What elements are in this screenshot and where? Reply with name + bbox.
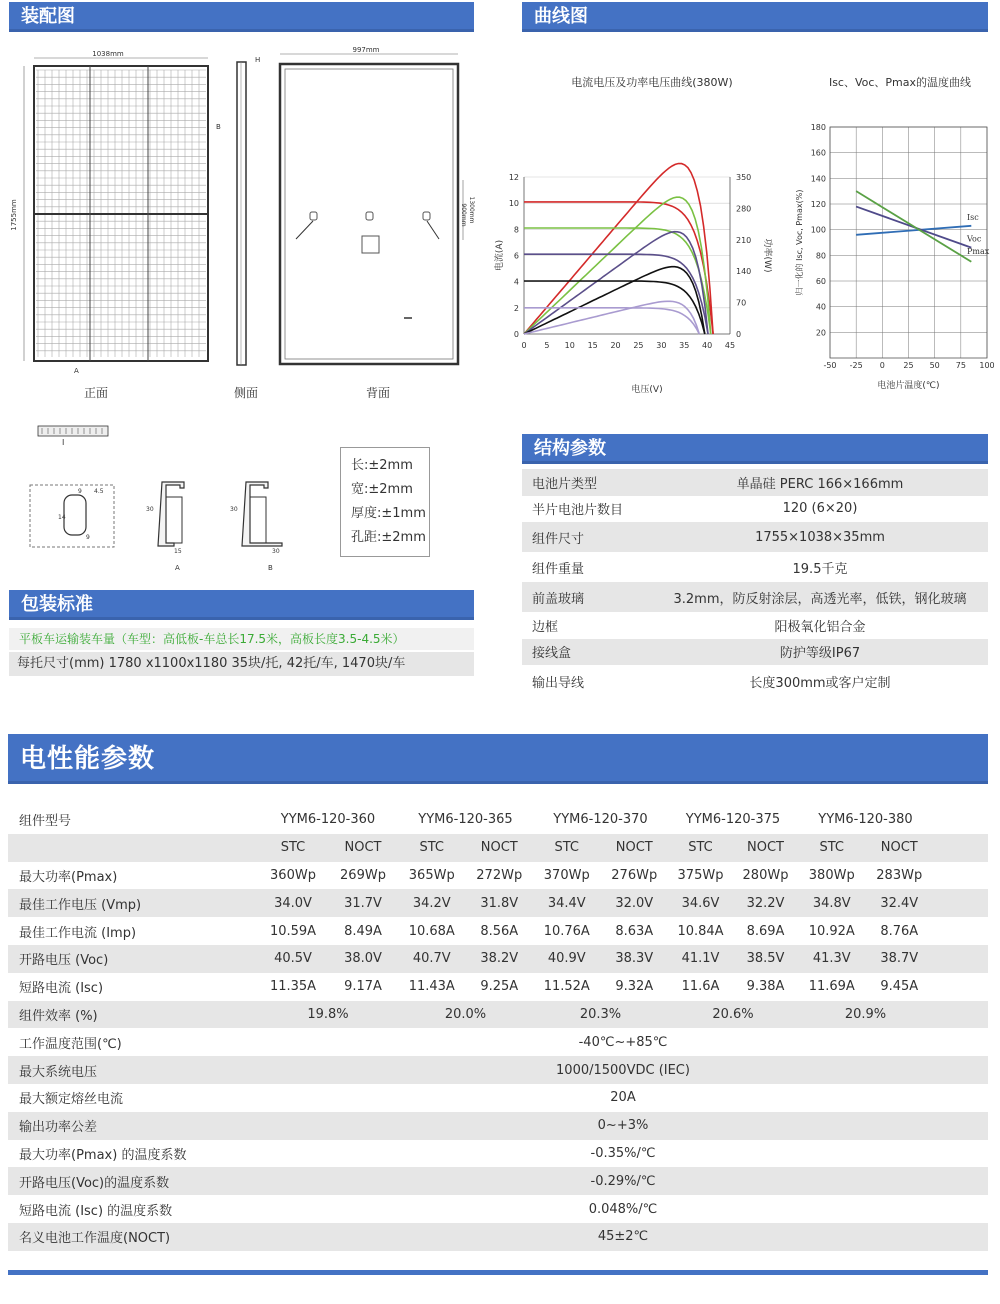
structure-row: 输出导线 长度300mm或客户定制 <box>532 675 891 691</box>
dim-30c: 30 <box>272 548 280 555</box>
back-hole-dim-2: 900mm <box>460 203 467 227</box>
y-tick-label: 20 <box>815 328 826 338</box>
model-name: YYM6-120-360 <box>280 812 376 828</box>
model-name: YYM6-120-380 <box>818 812 913 828</box>
curves-section-title: 曲线图 <box>522 2 988 32</box>
legend-label: Pmax <box>967 246 990 256</box>
packing-section-title: 包装标准 <box>9 590 474 620</box>
assembly-section-title: 装配图 <box>9 2 474 32</box>
side-view-drawing <box>237 62 246 365</box>
mark-b: B <box>216 123 221 131</box>
packing-truck-note: 平板车运输装车量（车型：高低板-车总长17.5米，高板长度3.5-4.5米） <box>9 628 474 650</box>
electrical-common-row: 开路电压(Voc)的温度系数 -0.29%/℃ <box>8 1167 988 1195</box>
y-tick-label: 4 <box>513 277 519 287</box>
structure-row: 半片电池片数目 120 (6×20) <box>532 501 858 519</box>
y2-tick-label: 350 <box>736 173 752 182</box>
electrical-row: 短路电流 (Isc) 11.35A 9.17A 11.43A 9.25A 11.52A 9.32A 11.6A 9.38A 11.69A 9.45A <box>19 979 919 997</box>
x-tick-label: 35 <box>679 341 690 350</box>
packing-pallet-size: 每托尺寸(mm) 1780 x1100x1180 35块/托, 42托/车, 1470块/车 <box>9 652 474 676</box>
x-tick-label: 25 <box>633 341 644 350</box>
y-tick-label: 8 <box>513 225 519 235</box>
x-tick-label: 20 <box>610 341 621 350</box>
footer-rule <box>8 1270 988 1275</box>
y-tick-label: 40 <box>815 302 826 312</box>
front-view-drawing <box>24 58 208 361</box>
front-width-dim: 1038mm <box>92 50 124 58</box>
electrical-row: 最佳工作电压 (Vmp) 34.0V 31.7V 34.2V 31.8V 34.4V 32.0V 34.6V 32.2V 34.8V 32.4V <box>8 889 988 917</box>
x-tick-label: 25 <box>903 361 914 370</box>
y2-tick-label: 280 <box>736 204 752 214</box>
structure-row: 组件重量 19.5千克 <box>532 561 848 577</box>
x-tick-label: 45 <box>724 341 736 350</box>
iv-x-axis-label: 电压(V) <box>631 385 663 395</box>
y-tick-label: 10 <box>508 199 519 209</box>
back-hole-dim-1: 1300mm <box>468 196 475 224</box>
x-tick-label: -50 <box>823 361 837 370</box>
dim-9b: 9 <box>86 534 90 541</box>
back-view-label: 背面 <box>366 386 391 400</box>
front-view-label: 正面 <box>84 386 109 400</box>
dim-4-5: 4.5 <box>94 488 104 495</box>
temp-y-axis-label: 归一化的 Isc, Voc, Pmax(%) <box>795 189 804 296</box>
y-tick-label: 60 <box>815 277 826 286</box>
x-tick-label: 50 <box>929 361 940 370</box>
structure-row: 接线盒 防护等级IP67 <box>522 639 988 666</box>
x-tick-label: 5 <box>544 341 550 350</box>
y-tick-label: 160 <box>810 148 826 158</box>
electrical-common-row: 工作温度范围(℃) -40℃~+85℃ <box>19 1034 668 1052</box>
model-name: YYM6-120-365 <box>418 812 513 828</box>
dim-30a: 30 <box>146 506 154 513</box>
y2-tick-label: 140 <box>736 267 752 277</box>
y2-tick-label: 70 <box>736 298 747 308</box>
y2-tick-label: 210 <box>736 235 752 245</box>
condition-row: STC NOCT STC NOCT STC NOCT STC NOCT STC NOCT <box>8 834 988 862</box>
electrical-common-row: 最大功率(Pmax) 的温度系数 -0.35%/℃ <box>19 1145 656 1163</box>
profile-b-label: B <box>268 564 273 572</box>
x-tick-label: 40 <box>702 341 713 350</box>
x-tick-label: 15 <box>587 341 598 350</box>
front-height-dim: 1755mm <box>10 199 18 231</box>
model-row: 组件型号 YYM6-120-360 YYM6-120-365 YYM6-120-370 YYM6-120-375 YYM6-120-380 <box>8 806 988 834</box>
structure-row: 前盖玻璃 3.2mm，防反射涂层，高透光率，低铁，钢化玻璃 <box>522 582 988 612</box>
iv-chart-title: 电流电压及功率电压曲线(380W) <box>571 76 733 89</box>
y-tick-label: 180 <box>810 123 826 132</box>
structure-row: 组件尺寸 1755×1038×35mm <box>522 522 988 552</box>
dim-15: 15 <box>174 548 182 555</box>
x-tick-label: 100 <box>979 361 995 370</box>
y-tick-label: 0 <box>513 330 519 339</box>
y-tick-label: 100 <box>810 225 826 235</box>
iv-chart <box>490 160 780 400</box>
electrical-row: 最佳工作电流 (Imp) 10.59A 8.49A 10.68A 8.56A 10.76A 8.63A 10.84A 8.69A 10.92A 8.76A <box>19 923 919 941</box>
temp-chart <box>790 115 1000 400</box>
tolerance-length: 长:±2mm <box>351 458 413 473</box>
structure-table <box>522 469 988 697</box>
frame-profile-drawing <box>20 420 330 580</box>
tolerance-thickness: 厚度:±1mm <box>351 506 426 521</box>
x-tick-label: 10 <box>564 341 575 350</box>
dim-14: 14 <box>58 514 66 521</box>
dim-9: 9 <box>78 488 82 495</box>
y-tick-label: 80 <box>815 251 826 261</box>
back-view-drawing <box>280 54 463 364</box>
x-tick-label: 0 <box>521 341 527 350</box>
side-view-label: 侧面 <box>234 386 259 400</box>
efficiency-row: 组件效率 (%) 19.8% 20.0% 20.3% 20.6% 20.9% <box>8 1001 988 1029</box>
structure-section-title: 结构参数 <box>522 434 988 464</box>
iv-y2-axis-label: 功率(W) <box>762 238 772 273</box>
electrical-table <box>8 806 988 1251</box>
tolerance-width: 宽:±2mm <box>351 482 413 497</box>
tolerance-box <box>340 447 430 557</box>
y-tick-label: 6 <box>513 251 519 261</box>
back-width-dim: 997mm <box>352 46 380 54</box>
electrical-common-row: 最大系统电压 1000/1500VDC (IEC) <box>8 1056 988 1084</box>
legend-label: Isc <box>967 212 979 222</box>
temp-chart-title: Isc、Voc、Pmax的温度曲线 <box>828 76 972 89</box>
x-tick-label: 75 <box>955 361 966 370</box>
electrical-section-title: 电性能参数 <box>8 734 988 784</box>
temp-x-axis-label: 电池片温度(℃) <box>877 381 940 391</box>
mark-i: I <box>62 438 65 447</box>
pv-curve-200W/m² <box>524 301 699 334</box>
x-tick-label: 30 <box>656 341 667 350</box>
y-tick-label: 2 <box>513 303 519 313</box>
pv-curve-400W/m² <box>524 267 705 334</box>
x-tick-label: -25 <box>849 361 863 370</box>
model-name: YYM6-120-370 <box>553 812 648 828</box>
electrical-row: 开路电压 (Voc) 40.5V 38.0V 40.7V 38.2V 40.9V 38.3V 41.1V 38.5V 41.3V 38.7V <box>8 945 988 973</box>
legend-label: Voc <box>967 234 982 244</box>
y-tick-label: 140 <box>810 174 826 184</box>
structure-row: 边框 阳极氧化铝合金 <box>532 619 866 635</box>
electrical-common-row: 最大额定熔丝电流 20A <box>19 1090 636 1108</box>
y-tick-label: 120 <box>810 200 826 209</box>
mark-h: H <box>255 56 261 64</box>
model-name: YYM6-120-375 <box>685 812 781 828</box>
electrical-row: 最大功率(Pmax) 360Wp 269Wp 365Wp 272Wp 370Wp 276Wp 375Wp 280Wp 380Wp 283Wp <box>19 867 923 885</box>
iv-curve-600W/m² <box>524 254 708 334</box>
x-tick-label: 0 <box>879 361 885 370</box>
dim-30b: 30 <box>230 506 238 513</box>
tolerance-hole: 孔距:±2mm <box>351 530 426 545</box>
y2-tick-label: 0 <box>736 330 742 339</box>
y-tick-label: 12 <box>508 173 519 182</box>
electrical-common-row: 名义电池工作温度(NOCT) 45±2℃ <box>8 1223 988 1251</box>
electrical-common-row: 短路电流 (Isc) 的温度系数 0.048%/℃ <box>19 1201 658 1219</box>
electrical-common-row: 输出功率公差 0~+3% <box>8 1112 988 1140</box>
assembly-drawing <box>0 40 480 410</box>
iv-y-axis-label: 电流(A) <box>495 239 505 272</box>
profile-a-label: A <box>175 564 180 572</box>
mark-a: A <box>74 367 79 375</box>
structure-row: 电池片类型 单晶硅 PERC 166×166mm <box>522 469 988 496</box>
